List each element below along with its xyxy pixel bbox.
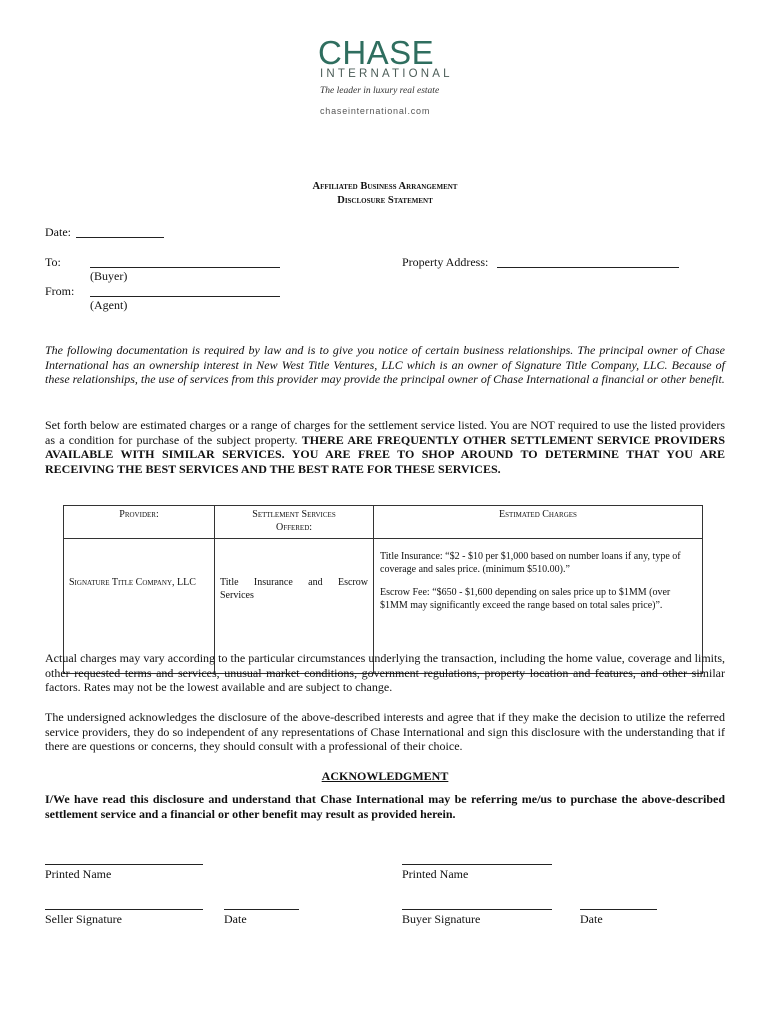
buyer-signature-field[interactable] [402, 909, 552, 910]
buyer-date-field[interactable] [580, 909, 657, 910]
buyer-caption: (Buyer) [90, 269, 128, 283]
printed-name-left-field[interactable] [45, 864, 203, 865]
logo-brand: CHASE [318, 34, 435, 71]
charges-paragraph [45, 418, 725, 476]
services-word-services: Services [220, 589, 254, 601]
buyer-signature-label: Buyer Signature [402, 912, 481, 926]
to-label: To: [45, 255, 61, 269]
agent-caption: (Agent) [90, 298, 128, 312]
intro-paragraph: The following documentation is required by law and is to give you notice of certain business relationships. The principal owner of Chase International has an ownership interest in New West Title Ventures, LLC which is an owner of Signature Title Company, LLC. Because of these relationships, the use of services from this provider may provide the principal owner of Chase International a financial or other benefit. [45, 343, 725, 387]
acknowledgment-heading: ACKNOWLEDGMENT [321, 769, 449, 783]
escrow-fee: Escrow Fee: “$650 - $1,600 depending on sales price up to $1MM (over $1MM may significantly exceed the range based on total sales price)”. [380, 587, 671, 611]
services-line [220, 577, 368, 590]
document-title-line1: Affiliated Business Arrangement [312, 181, 458, 192]
printed-name-left-label: Printed Name [45, 867, 112, 881]
buyer-date-label: Date [580, 912, 603, 926]
property-address-field[interactable] [497, 267, 679, 268]
seller-signature-label: Seller Signature [45, 912, 122, 926]
title-insurance-fee: Title Insurance: “$2 - $10 per $1,000 based on number loans if any, type of coverage and sales price. (minimum $510.00).” [380, 551, 681, 575]
services-header [215, 506, 374, 539]
provider-header: Provider: [64, 506, 215, 539]
services-word-escrow: Escrow [337, 577, 368, 588]
services-word-title: Title [220, 577, 239, 588]
property-address-label: Property Address: [402, 255, 489, 269]
logo-tagline: The leader in luxury real estate [320, 86, 440, 96]
date-field[interactable] [76, 237, 164, 238]
provider-cell: Signature Title Company, LLC [64, 539, 215, 674]
charges-paragraph-text: Set forth below are estimated charges or a range of charges for the settlement service listed. You are NOT required to use the listed providers as a condition for purchase of the subject property. [45, 418, 725, 447]
date-label: Date: [45, 225, 71, 239]
acknowledge-paragraph: The undersigned acknowledges the disclosure of the above-described interests and agree that if they make the decision to utilize the referred service providers, they do so independent of any representations of Chase International and sign this disclosure with the understanding that if there are questions or concerns, they should consult with a professional of their choice. [45, 710, 725, 754]
settlement-services-table [63, 505, 703, 674]
table-header-row [64, 506, 703, 539]
services-word-insurance: Insurance [253, 577, 293, 588]
agent-field[interactable] [90, 296, 280, 297]
charges-header: Estimated Charges [374, 506, 703, 539]
logo-division: INTERNATIONAL [320, 68, 453, 80]
printed-name-right-field[interactable] [402, 864, 552, 865]
document-title-line2: Disclosure Statement [337, 195, 433, 206]
services-word-and: and [308, 577, 323, 588]
from-label: From: [45, 284, 75, 298]
seller-signature-field[interactable] [45, 909, 203, 910]
services-header-line2: Offered: [275, 521, 313, 533]
charges-paragraph-warning: THERE ARE FREQUENTLY OTHER SETTLEMENT SERVICE PROVIDERS AVAILABLE WITH SIMILAR SERVICES. YOU ARE FREE TO SHOP AROUND TO DETERMINE THAT YOU ARE RECEIVING THE BEST SERVICES AND THE BEST RATE FOR THESE SERVICES. [45, 432, 725, 476]
seller-date-field[interactable] [224, 909, 299, 910]
buyer-field[interactable] [90, 267, 280, 268]
logo-website: chaseinternational.com [320, 106, 431, 116]
printed-name-right-label: Printed Name [402, 867, 469, 881]
acknowledgment-statement: I/We have read this disclosure and understand that Chase International may be referring me/us to purchase the above-described settlement service and a financial or other benefit may result as provided herein. [45, 792, 725, 821]
services-header-line1: Settlement Services [252, 509, 336, 520]
seller-date-label: Date [224, 912, 247, 926]
variance-paragraph: Actual charges may vary according to the particular circumstances underlying the transaction, including the home value, coverage and limits, other requested terms and services, unusual market conditions, government regulations, property location and features, and other similar factors. Rates may not be the lowest available and are subject to change. [45, 651, 725, 695]
